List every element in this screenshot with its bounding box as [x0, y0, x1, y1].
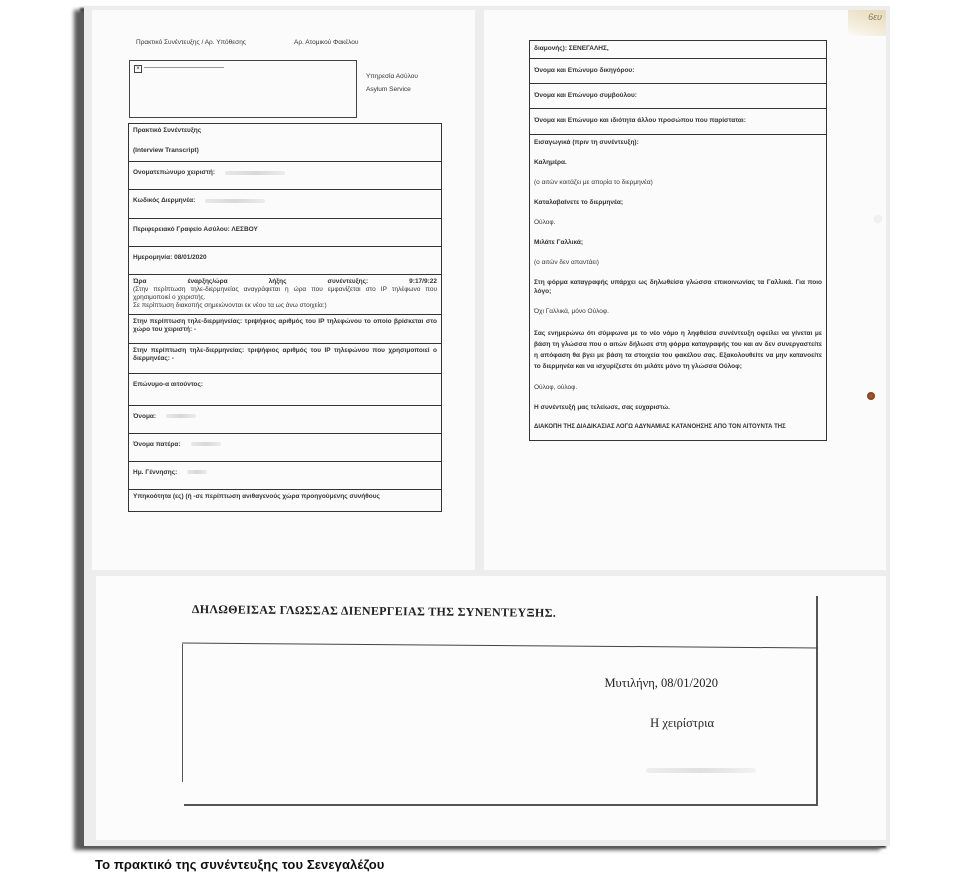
- date-label: Ημερομηνία: 08/01/2020: [133, 253, 207, 261]
- torn-corner: [848, 10, 886, 36]
- service-greek: Υπηρεσία Ασύλου: [366, 73, 418, 80]
- father-label: Όνομα πατέρα:: [133, 441, 181, 448]
- dialogue-line: ΔΙΑΚΟΠΗ ΤΗΣ ΔΙΑΔΙΚΑΣΙΑΣ ΛΟΓΩ ΑΔΥΝΑΜΙΑΣ ΚΑΤΑΝΟΗΣΗΣ ΑΠΟ ΤΟΝ ΑΙΤΟΥΝΤΑ ΤΗΣ: [534, 424, 786, 431]
- others-row: Όνομα και Επώνυμο και ιδιότητα άλλου προσώπου που παρίσταται:: [530, 109, 826, 134]
- time-note-2: Σε περίπτωση διακοπής σημειώνονται εκ νέου τα ως άνω στοιχεία:): [133, 302, 327, 310]
- first-name-label: Όνομα:: [133, 412, 157, 420]
- redacted-signature: [646, 768, 756, 773]
- dialogue-line: Ούλοφ.: [534, 219, 556, 226]
- header-transcript-no: Πρακτικό Συνέντευξης / Αρ. Υπόθεσης: [136, 39, 246, 46]
- dialogue-line: Καταλαβαίνετε το διερμηνέα;: [534, 198, 624, 206]
- form-row-date: [129, 247, 441, 275]
- header-file-no: Αρ. Ατομικού Φακέλου: [294, 39, 359, 46]
- punch-hole: [867, 392, 875, 400]
- interview-dialogue: [530, 135, 826, 440]
- logo-scribble: [144, 67, 224, 68]
- form-row-office: [129, 219, 441, 247]
- declaration-title: ΔΗΛΩΘΕΙΣΑΣ ΓΛΩΣΣΑΣ ΔΙΕΝΕΡΓΕΙΑΣ ΤΗΣ ΣΥΝΕΝΤΕΥΞΗΣ.: [191, 602, 557, 620]
- corner-note: 6ευ: [868, 12, 882, 22]
- transcript-page-left: [92, 10, 475, 570]
- place-date: Μυτιλήνη, 08/01/2020: [604, 676, 718, 690]
- dialogue-line: Καλημέρα.: [534, 158, 567, 166]
- redaction: [187, 470, 207, 474]
- declaration-box: [184, 596, 818, 806]
- redaction: [205, 199, 265, 203]
- form-row-father: [129, 434, 441, 462]
- dialogue-line: Στη φόρμα καταγραφής υπάρχει ως δηλωθείσα γλώσσα επικοινωνίας τα Γαλλικά. Για ποιο λόγο;: [534, 279, 822, 295]
- transcript-title: Πρακτικό Συνέντευξης: [133, 127, 202, 134]
- form-row-tele-applicant: Στην περίπτωση τηλε-διερμηνείας: τριψήφιος αριθμός του IP τηλεφώνου το οποίο βρίσκεται στο χώρο του χειριστή: -: [129, 315, 441, 343]
- asylum-service-label: [366, 70, 418, 96]
- dialogue-line: Η συνέντευξή μας τελείωσε, σας ευχαριστώ.: [534, 404, 670, 412]
- form-row-tele-interpreter: Στην περίπτωση τηλε-διερμηνείας: τριψήφιος αριθμός του IP τηλεφώνου που χρησιμοποιεί ο διερμηνέας: -: [129, 344, 441, 374]
- punch-hole: [875, 216, 881, 222]
- interviewer-label: Ονοματεπώνυμο χειριστή:: [133, 169, 215, 177]
- form-row-surname: [129, 374, 441, 406]
- form-row-interpreter: [129, 190, 441, 218]
- form-row-title: [129, 124, 441, 162]
- form-row-time: [129, 275, 441, 316]
- birth-label: Ημ. Γέννησης:: [133, 469, 178, 477]
- interview-continuation-table: [529, 40, 827, 441]
- dialogue-line: (ο αιτών δεν απαντάει): [534, 259, 599, 267]
- transcript-title-en: (Interview Transcript): [133, 147, 199, 155]
- surname-label: Επώνυμο-α αιτούντος:: [133, 380, 204, 388]
- dialogue-line: (ο αιτών κοιτάζει με απορία το διερμηνέα): [534, 178, 653, 186]
- form-row-nationality: Υπηκοότητα (ες) (ή -σε περίπτωση ανιθαγενούς χώρα προηγούμενης συνήθους: [129, 490, 441, 512]
- redaction: [166, 414, 196, 418]
- dialogue-line: Όχι Γαλλικά, μόνο Ούλοφ.: [534, 307, 609, 315]
- lawyer-row: Όνομα και Επώνυμο δικηγόρου:: [530, 59, 826, 84]
- declaration-left-border: [182, 644, 183, 782]
- office-label: Περιφερειακό Γραφείο Ασύλου: ΛΕΣΒΟΥ: [133, 225, 258, 233]
- redaction: [191, 442, 221, 446]
- form-row-birth: [129, 462, 441, 490]
- intro-label: Εισαγωγικά (πριν τη συνέντευξη):: [534, 138, 639, 146]
- time-note: (Στην περίπτωση τηλε-διερμηνείας αναγράφεται η ώρα που εμφανίζεται στο IP τηλέφωνο που χρησιμοποιεί ο χειριστής.: [133, 285, 437, 301]
- logo-box: [129, 60, 357, 118]
- signature-label: Η χειρίστρια: [650, 716, 714, 730]
- residence-row: διαμονής): ΣΕΝΕΓΑΛΗΣ,: [530, 41, 826, 59]
- redaction: [225, 171, 285, 175]
- interview-form-table: [128, 123, 442, 512]
- form-row-interviewer: [129, 162, 441, 190]
- time-label: Ώρα έναρξης/ώρα λήξης συνέντευξης: 9:17/9:22: [133, 277, 437, 285]
- declaration-page: [96, 576, 886, 840]
- transcript-page-right: [484, 10, 886, 570]
- image-caption: Το πρακτικό της συνέντευξης του Σενεγαλέζου: [95, 857, 385, 872]
- advisor-row: Όνομα και Επώνυμο συμβούλου:: [530, 84, 826, 109]
- service-english: Asylum Service: [366, 86, 411, 93]
- form-row-first-name: [129, 406, 441, 434]
- dialogue-line: Σας ενημερώνω ότι σύμφωνα με το νέο νόμο η ληφθείσα συνέντευξη οφείλει να γίνεται με βάση τη γλώσσα που ο αιτών δήλωσε στη φόρμα καταγραφής του και αν δεν συνεργαστείτε η απόφαση θα βγει με βάση τα στοιχεία του φακέλου σας. Εξακολουθείτε να μην κατανοείτε το διερμηνέα και να ισχυρίζεστε ότι μιλάτε μόνο τη γλώσσα Ούλοφ;: [534, 329, 822, 370]
- broken-image-icon: ×: [134, 65, 142, 73]
- interpreter-label: Κωδικός Διερμηνέα:: [133, 197, 196, 205]
- dialogue-line: Μιλάτε Γαλλικά;: [534, 239, 584, 247]
- dialogue-line: Ούλοφ, ούλοφ.: [534, 383, 578, 391]
